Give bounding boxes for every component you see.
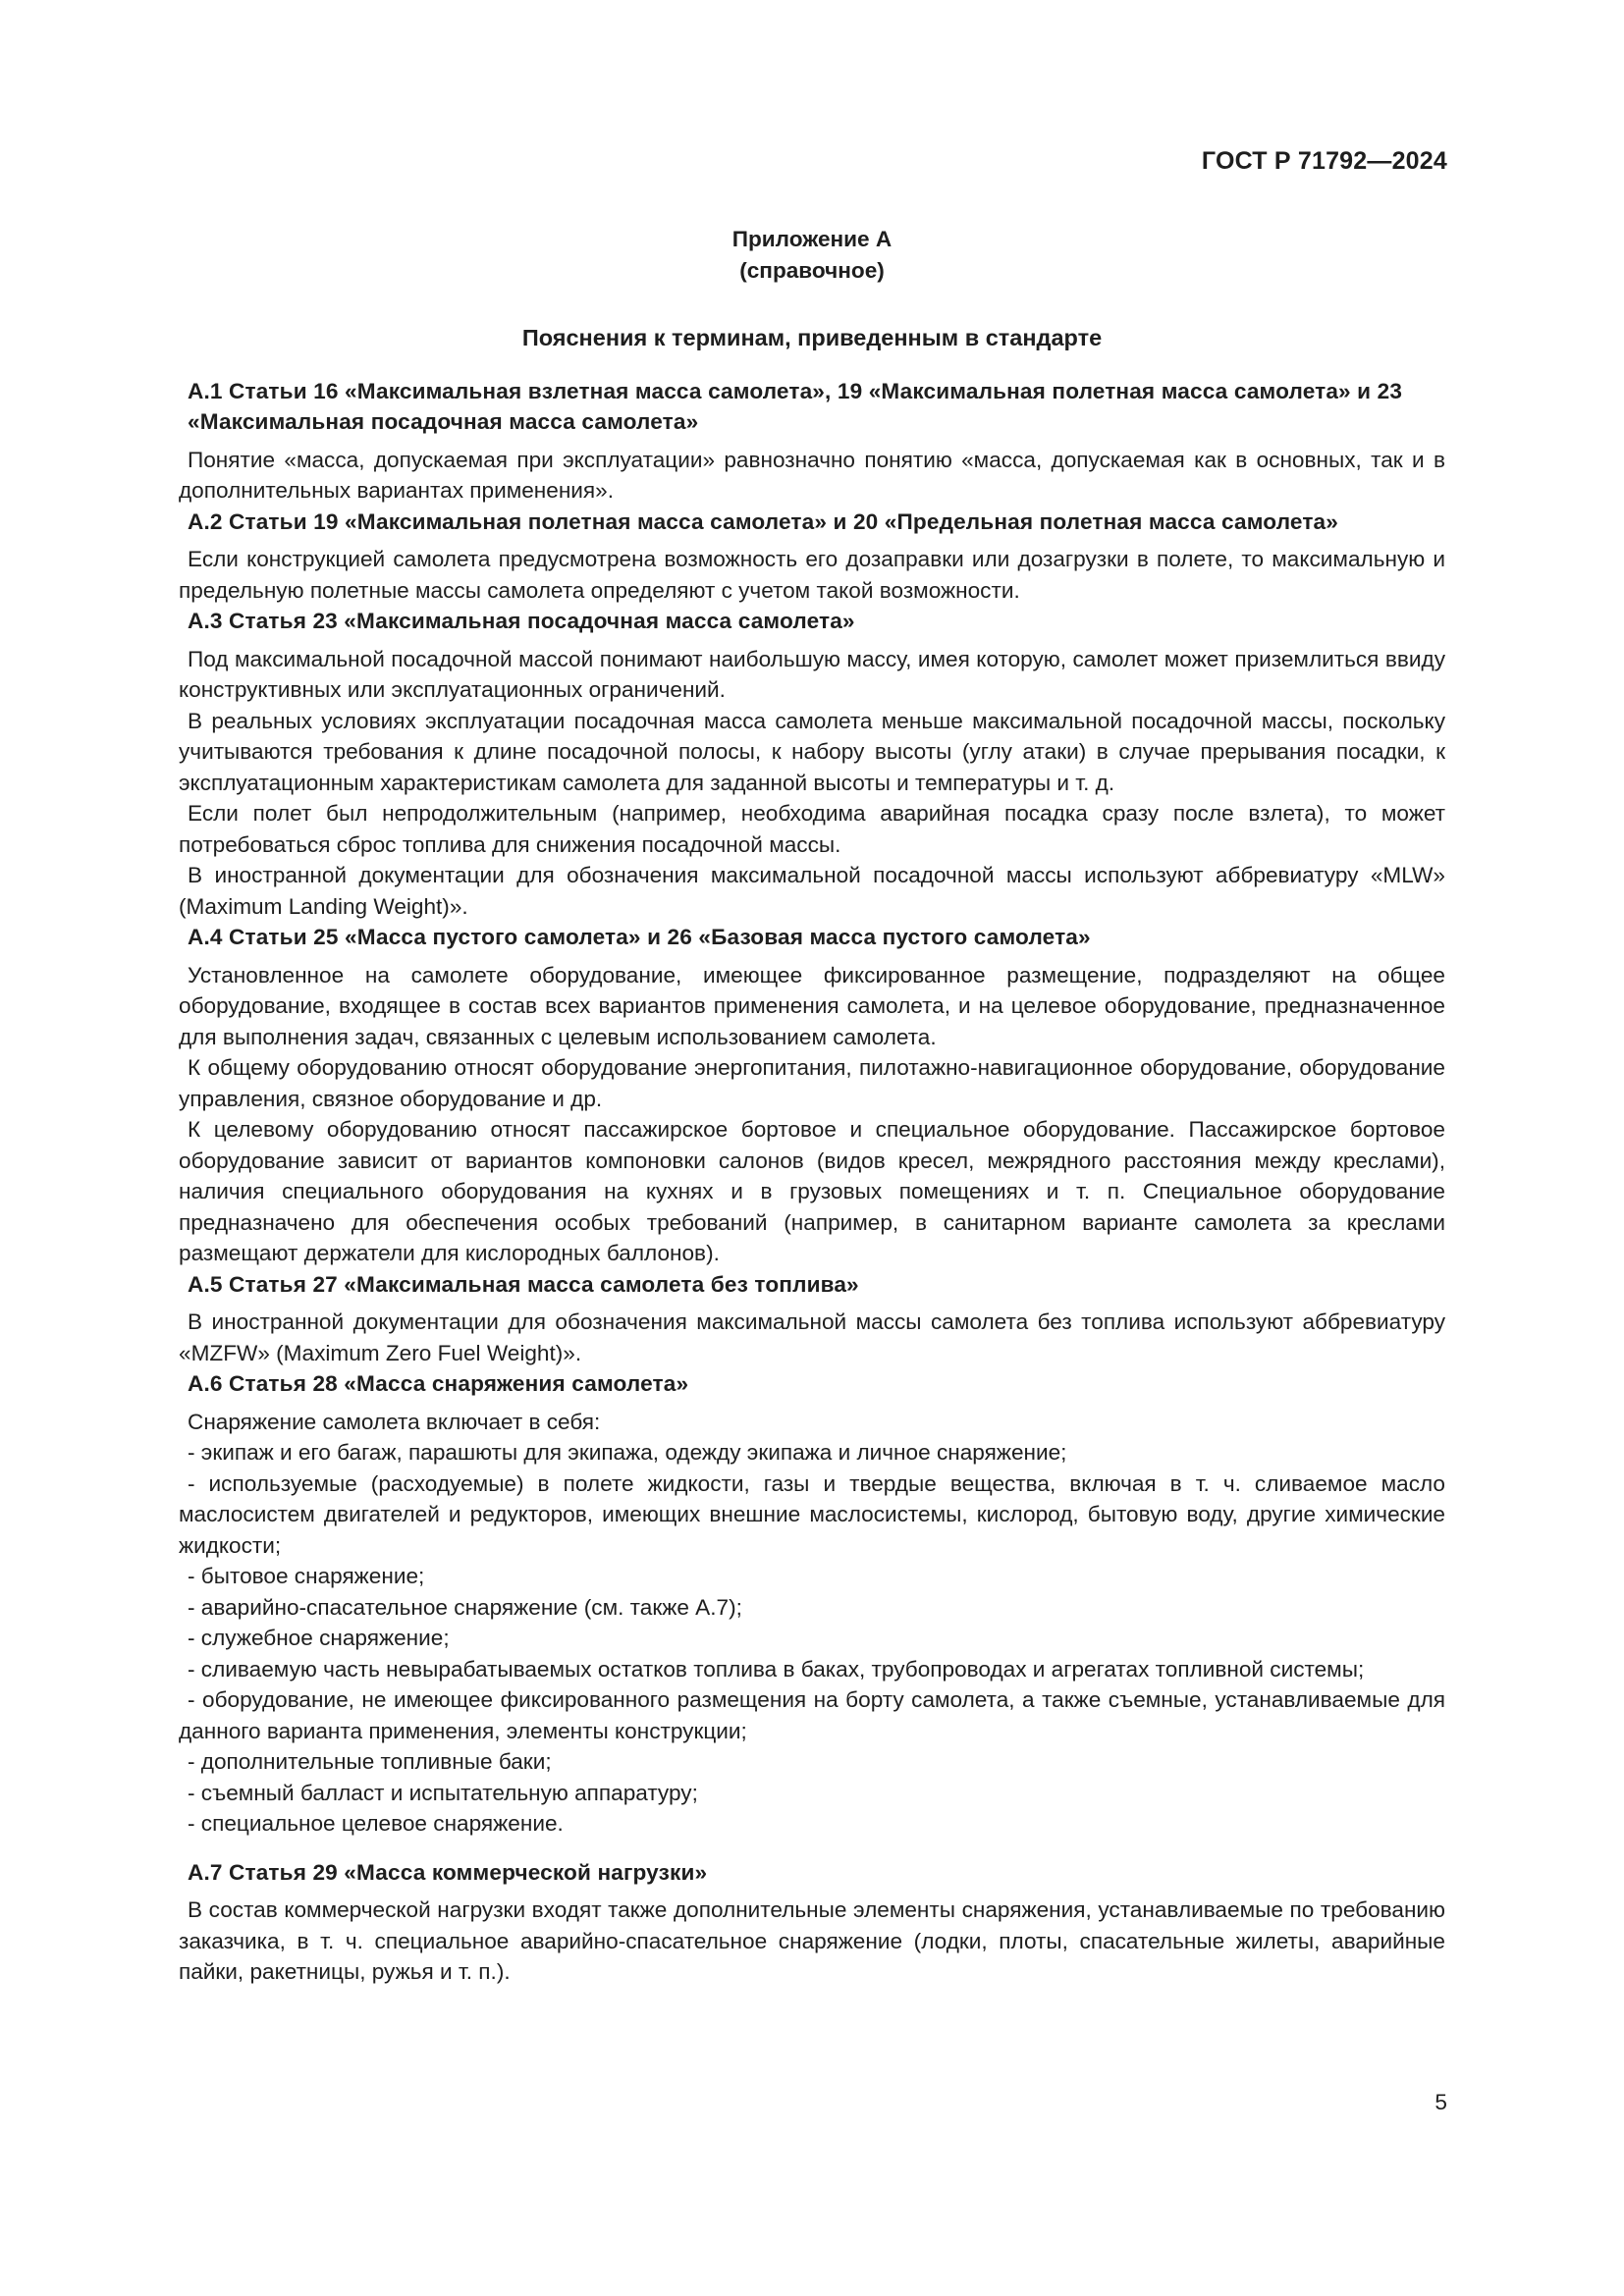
paragraph: Снаряжение самолета включает в себя: [188,1409,601,1434]
section-a2 [179,507,1445,607]
page-number: 5 [1435,2090,1447,2114]
section-heading: А.2 Статьи 19 «Максимальная полетная масса самолета» и 20 «Предельная полетная масса самолета» [188,508,1338,534]
paragraph: К целевому оборудованию относят пассажирское бортовое и специальное оборудование. Пассажирское бортовое оборудование зависит от вариантов компоновки салонов (видов кресел, межрядного расстояния между креслами), наличия специального оборудования на кухнях и в грузовых помещениях и т. п. Специальное оборудование предназначено для обеспечения особых требований (например, в санитарном варианте самолета за креслами размещают держатели для кислородных баллонов). [179,1117,1445,1265]
list-item: - дополнительные топливные баки; [188,1749,552,1774]
section-a1 [179,376,1445,507]
list-item: - специальное целевое снаряжение. [188,1811,564,1836]
list-item: - экипаж и его багаж, парашюты для экипажа, одежду экипажа и личное снаряжение; [188,1440,1067,1465]
list-item: - используемые (расходуемые) в полете жидкости, газы и твердые вещества, включая в т. ч. сливаемое масло маслосистем двигателей и редукторов, имеющих внешние маслосистемы, кислород, бытовую воду, другие химические жидкости; [179,1470,1445,1558]
paragraph: Установленное на самолете оборудование, имеющее фиксированное размещение, подразделяют на общее оборудование, входящее в состав всех вариантов применения самолета, и на целевое оборудование, предназначенное для выполнения задач, связанных с целевым использованием самолета. [179,962,1445,1049]
section-heading: А.4 Статьи 25 «Масса пустого самолета» и 26 «Базовая масса пустого самолета» [188,925,1091,949]
paragraph: К общему оборудованию относят оборудование энергопитания, пилотажно-навигационное оборудование, оборудование управления, связное оборудование и др. [179,1055,1445,1111]
paragraph: В состав коммерческой нагрузки входят также дополнительные элементы снаряжения, устанавливаемые по требованию заказчика, в т. ч. специальное аварийно-спасательное снаряжение (лодки, плоты, спасательные жилеты, аварийные пайки, ракетницы, ружья и т. п.). [179,1897,1445,1984]
section-heading: А.6 Статья 28 «Масса снаряжения самолета» [188,1371,689,1396]
section-heading: А.3 Статья 23 «Максимальная посадочная масса самолета» [188,609,855,633]
section-a5 [179,1269,1445,1369]
paragraph: В иностранной документации для обозначения максимальной массы самолета без топлива используют аббревиатуру «MZFW» (Maximum Zero Fuel Weight)». [179,1309,1445,1365]
paragraph: Понятие «масса, допускаемая при эксплуатации» равнозначно понятию «масса, допускаемая как в основных, так и в дополнительных вариантах применения». [179,447,1445,503]
section-a3 [179,606,1445,922]
list-item: - съемный балласт и испытательную аппаратуру; [188,1780,698,1805]
document-code: ГОСТ Р 71792—2024 [1201,147,1447,175]
section-title: Пояснения к терминам, приведенным в стандарте [521,325,1103,350]
paragraph: Если конструкцией самолета предусмотрена возможность его дозаправки или дозагрузки в полете, то максимальную и предельную полетные массы самолета определяют с учетом такой возможности. [179,547,1445,603]
document-body [179,224,1445,1988]
list-item: - сливаемую часть невырабатываемых остатков топлива в баках, трубопроводах и агрегатах топливной системы; [188,1656,1365,1682]
paragraph: Под максимальной посадочной массой понимают наибольшую массу, имея которую, самолет может приземлиться ввиду конструктивных или эксплуатационных ограничений. [179,646,1445,702]
paragraph: Если полет был непродолжительным (например, необходима аварийная посадка сразу после взлета), то может потребоваться сброс топлива для снижения посадочной массы. [179,801,1445,857]
list-item: - служебное снаряжение; [188,1626,450,1650]
section-heading: А.7 Статья 29 «Масса коммерческой нагрузки» [188,1859,708,1885]
section-a6 [179,1368,1445,1840]
list-item: - бытовое снаряжение; [188,1564,425,1588]
list-item: - оборудование, не имеющее фиксированного размещения на борту самолета, а также съемные, устанавливаемые для данного варианта применения, элементы конструкции; [179,1687,1445,1743]
list-item: - аварийно-спасательное снаряжение (см. также А.7); [188,1594,742,1620]
section-heading: А.5 Статья 27 «Максимальная масса самолета без топлива» [188,1271,859,1297]
annex-title: Приложение А [731,227,893,251]
annex-type: (справочное) [739,257,885,283]
paragraph: В иностранной документации для обозначения максимальной посадочной массы используют аббревиатуру «MLW» (Maximum Landing Weight)». [179,863,1445,919]
section-heading: А.1 Статьи 16 «Максимальная взлетная масса самолета», 19 «Максимальная полетная масса самолета» и 23 «Максимальная посадочная масса самолета» [188,378,1403,434]
section-a4 [179,922,1445,1269]
paragraph: В реальных условиях эксплуатации посадочная масса самолета меньше максимальной посадочной массы, поскольку учитываются требования к длине посадочной полосы, к набору высоты (углу атаки) в случае прерывания посадки, к эксплуатационным характеристикам самолета для заданной высоты и температуры и т. д. [179,708,1445,795]
section-a7 [179,1857,1445,1988]
